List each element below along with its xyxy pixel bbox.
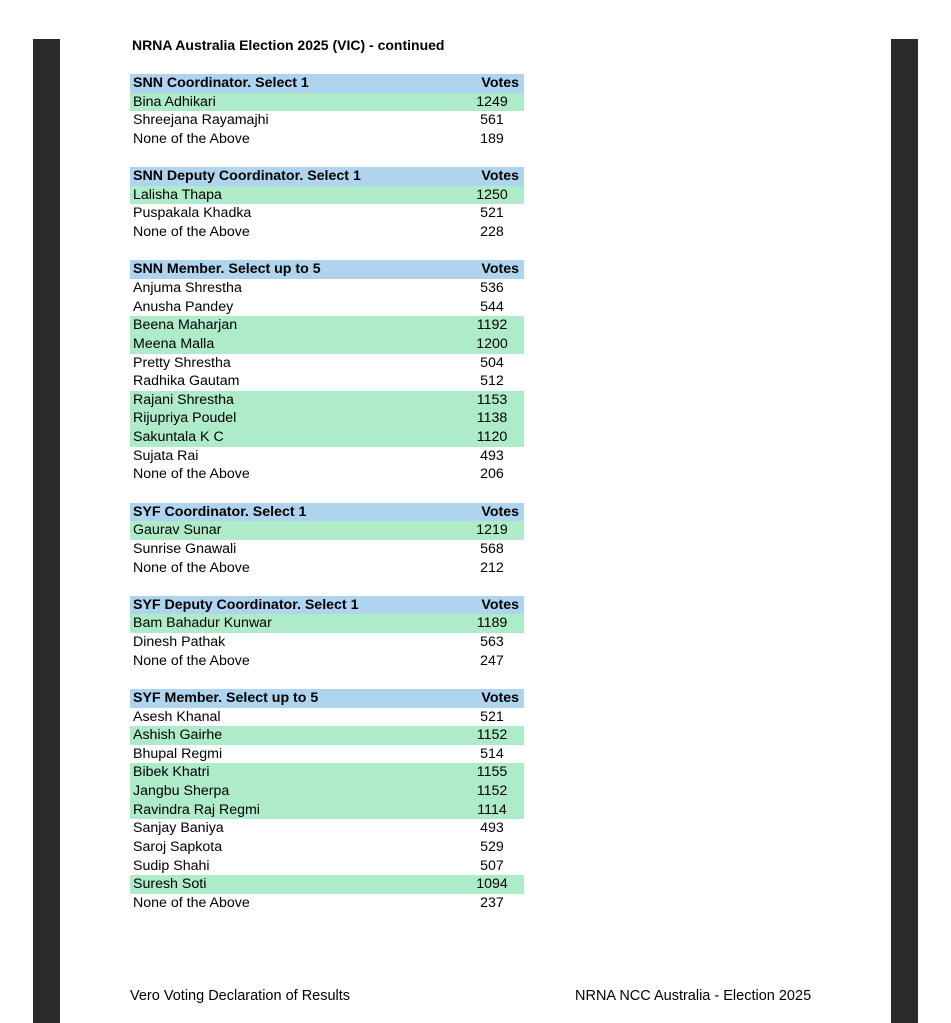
vote-count: 1152 <box>476 727 508 744</box>
winner-row <box>130 335 524 354</box>
candidate-row <box>130 111 524 130</box>
results-table <box>130 74 524 149</box>
winner-row <box>130 428 524 447</box>
table-header-row <box>130 596 524 615</box>
votes-column-header: Votes <box>481 689 519 706</box>
votes-column-header: Votes <box>481 596 519 613</box>
candidate-row <box>130 279 524 298</box>
vote-count: 521 <box>480 205 504 222</box>
vote-count: 237 <box>480 894 504 911</box>
candidate-name: Lalisha Thapa <box>133 186 222 203</box>
candidate-name: Sudip Shahi <box>133 857 210 874</box>
position-title: SYF Deputy Coordinator. Select 1 <box>133 596 359 613</box>
vote-count: 1155 <box>476 764 508 781</box>
candidate-name: Beena Maharjan <box>133 317 238 334</box>
vote-count: 529 <box>480 839 504 856</box>
candidate-name: Sunrise Gnawali <box>133 540 237 557</box>
candidate-name: None of the Above <box>133 466 250 483</box>
vote-count: 247 <box>480 652 504 669</box>
candidate-row <box>130 354 524 373</box>
position-title: SYF Coordinator. Select 1 <box>133 503 307 520</box>
table-header-row <box>130 74 524 93</box>
candidate-name: Saroj Sapkota <box>133 839 223 856</box>
vote-count: 212 <box>480 559 504 576</box>
candidate-row <box>130 130 524 149</box>
footer-right-text: NRNA NCC Australia - Election 2025 <box>575 988 812 1004</box>
table-header-row <box>130 167 524 186</box>
candidate-row <box>130 838 524 857</box>
winner-row <box>130 186 524 205</box>
candidate-row <box>130 708 524 727</box>
candidate-name: Ravindra Raj Regmi <box>133 801 260 818</box>
vote-count: 512 <box>480 373 504 390</box>
candidate-row <box>130 298 524 317</box>
candidate-name: Jangbu Sherpa <box>133 783 230 800</box>
candidate-name: Sakuntala K C <box>133 429 224 446</box>
votes-column-header: Votes <box>481 261 519 278</box>
vote-count: 544 <box>480 298 504 315</box>
candidate-name: Shreejana Rayamajhi <box>133 112 269 129</box>
candidate-name: Bibek Khatri <box>133 764 210 781</box>
vote-count: 536 <box>480 279 504 296</box>
winner-row <box>130 93 524 112</box>
vote-count: 1114 <box>477 801 507 818</box>
winner-row <box>130 763 524 782</box>
winner-row <box>130 391 524 410</box>
votes-column-header: Votes <box>481 503 519 520</box>
vote-count: 493 <box>480 820 504 837</box>
candidate-name: Anjuma Shrestha <box>133 279 242 296</box>
table-header-row <box>130 503 524 522</box>
winner-row <box>130 521 524 540</box>
candidate-name: None of the Above <box>133 224 250 241</box>
candidate-name: Radhika Gautam <box>133 373 240 390</box>
candidate-row <box>130 447 524 466</box>
winner-row <box>130 614 524 633</box>
footer-left-text: Vero Voting Declaration of Results <box>130 988 351 1004</box>
winner-row <box>130 875 524 894</box>
position-title: SYF Member. Select up to 5 <box>133 689 319 706</box>
votes-column-header: Votes <box>481 75 519 91</box>
candidate-name: Sujata Rai <box>133 447 199 464</box>
candidate-name: Rijupriya Poudel <box>133 410 237 427</box>
candidate-name: Bhupal Regmi <box>133 745 223 762</box>
results-table <box>130 596 524 671</box>
candidate-name: Bam Bahadur Kunwar <box>133 615 272 632</box>
vote-count: 1189 <box>476 615 508 632</box>
candidate-name: Pretty Shrestha <box>133 354 231 371</box>
candidate-row <box>130 372 524 391</box>
candidate-name: Rajani Shrestha <box>133 391 234 408</box>
vote-count: 1153 <box>476 391 508 408</box>
candidate-name: Suresh Soti <box>133 876 207 893</box>
candidate-row <box>130 223 524 242</box>
page-title: NRNA Australia Election 2025 (VIC) - continued <box>132 37 445 53</box>
vote-count: 1120 <box>476 429 508 446</box>
table-header-row <box>130 260 524 279</box>
candidate-name: Dinesh Pathak <box>133 634 226 651</box>
left-margin-bar <box>33 39 60 1023</box>
vote-count: 1138 <box>476 410 508 427</box>
candidate-row <box>130 652 524 671</box>
vote-count: 1200 <box>476 335 508 352</box>
vote-count: 1152 <box>476 783 508 800</box>
results-tables <box>130 74 524 913</box>
candidate-name: None of the Above <box>133 130 250 147</box>
candidate-name: None of the Above <box>133 894 250 911</box>
position-title: SNN Coordinator. Select 1 <box>133 75 309 91</box>
vote-count: 507 <box>480 857 504 874</box>
vote-count: 493 <box>480 447 504 464</box>
candidate-name: Sanjay Baniya <box>133 820 224 837</box>
votes-column-header: Votes <box>481 168 519 185</box>
candidate-name: Gaurav Sunar <box>133 522 222 539</box>
winner-row <box>130 409 524 428</box>
vote-count: 504 <box>480 354 504 371</box>
candidate-row <box>130 559 524 578</box>
vote-count: 189 <box>480 130 504 147</box>
vote-count: 228 <box>480 224 504 241</box>
winner-row <box>130 726 524 745</box>
candidate-row <box>130 819 524 838</box>
vote-count: 1250 <box>476 186 508 203</box>
vote-count: 568 <box>480 540 504 557</box>
candidate-row <box>130 745 524 764</box>
winner-row <box>130 801 524 820</box>
candidate-row <box>130 465 524 484</box>
table-header-row <box>130 689 524 708</box>
results-table <box>130 260 524 484</box>
vote-count: 1219 <box>476 522 508 539</box>
vote-count: 514 <box>480 745 504 762</box>
vote-count: 1094 <box>476 876 508 893</box>
vote-count: 1192 <box>476 317 508 334</box>
candidate-name: Asesh Khanal <box>133 708 221 725</box>
vote-count: 521 <box>480 708 504 725</box>
candidate-name: Anusha Pandey <box>133 298 234 315</box>
position-title: SNN Member. Select up to 5 <box>133 261 321 278</box>
candidate-name: Bina Adhikari <box>133 93 216 110</box>
results-table <box>130 503 524 578</box>
candidate-name: Meena Malla <box>133 335 215 352</box>
winner-row <box>130 782 524 801</box>
vote-count: 206 <box>480 466 504 483</box>
vote-count: 1249 <box>476 93 508 110</box>
vote-count: 561 <box>480 112 504 129</box>
candidate-row <box>130 204 524 223</box>
candidate-name: None of the Above <box>133 559 250 576</box>
candidate-name: Puspakala Khadka <box>133 205 252 222</box>
candidate-row <box>130 540 524 559</box>
candidate-row <box>130 857 524 876</box>
position-title: SNN Deputy Coordinator. Select 1 <box>133 168 361 185</box>
results-table <box>130 167 524 242</box>
candidate-name: None of the Above <box>133 652 250 669</box>
winner-row <box>130 316 524 335</box>
results-table <box>130 689 524 913</box>
vote-count: 563 <box>480 634 504 651</box>
right-margin-bar <box>891 39 918 1023</box>
candidate-row <box>130 894 524 913</box>
candidate-row <box>130 633 524 652</box>
candidate-name: Ashish Gairhe <box>133 727 223 744</box>
